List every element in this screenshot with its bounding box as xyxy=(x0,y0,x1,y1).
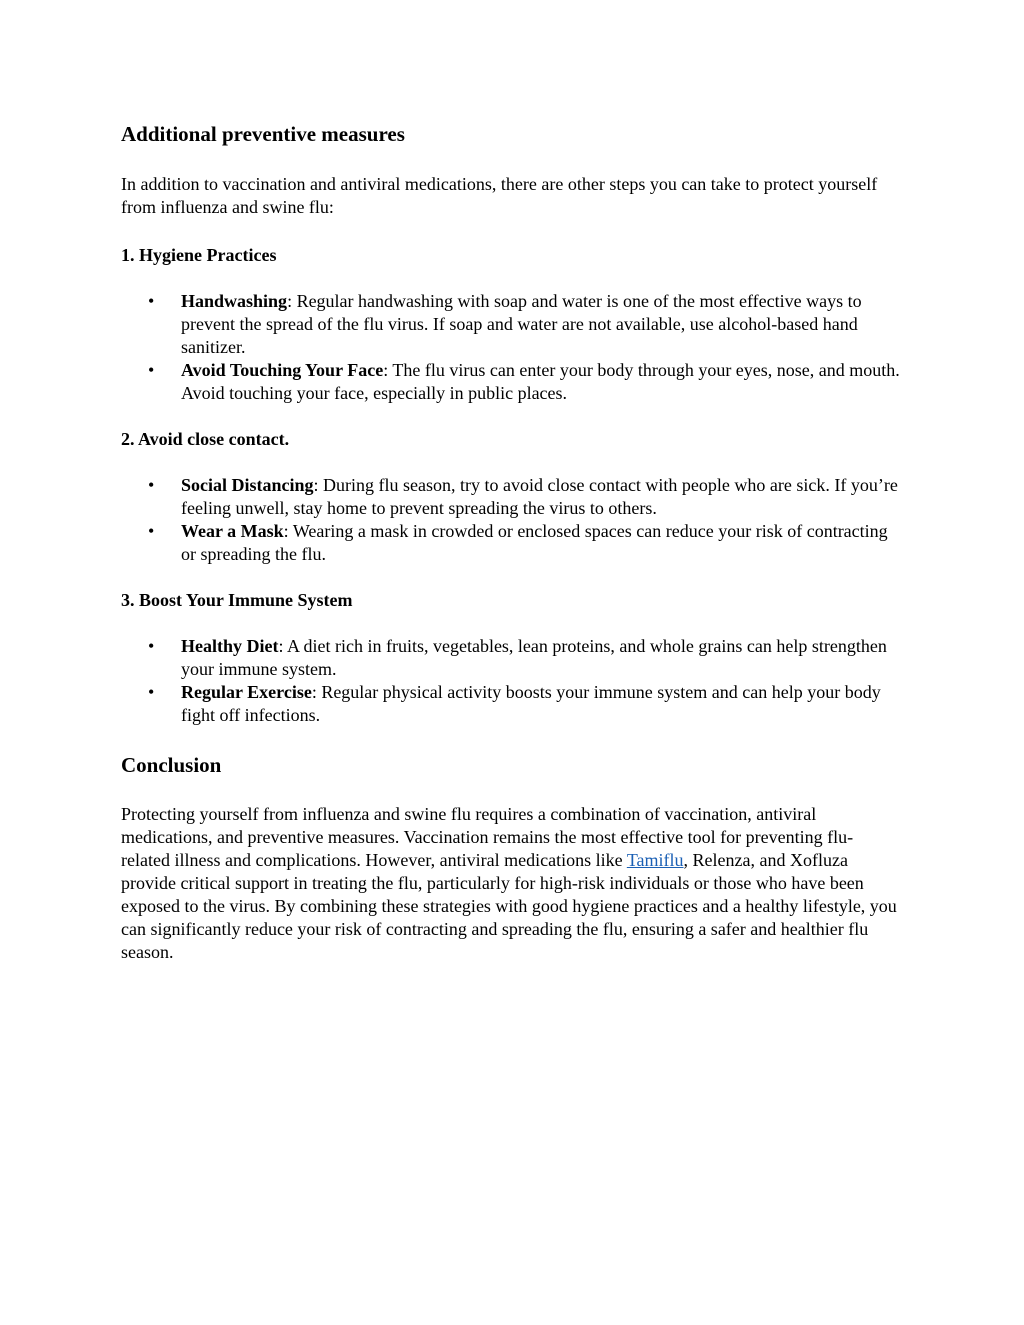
bullet-icon: • xyxy=(148,682,155,702)
list-item xyxy=(121,290,901,359)
item-text: : Wearing a mask in crowded or enclosed spaces can reduce your risk of contracting or spreading the flu. xyxy=(181,521,888,564)
item-term: Social Distancing xyxy=(181,475,314,495)
tamiflu-link[interactable]: Tamiflu xyxy=(626,850,684,870)
immune-list xyxy=(121,635,901,727)
document-page xyxy=(121,121,901,964)
item-term: Handwashing xyxy=(181,291,288,311)
item-text: : The flu virus can enter your body through your eyes, nose, and mouth. Avoid touching your face, especially in public places. xyxy=(181,360,900,403)
item-text: : Regular physical activity boosts your immune system and can help your body fight off infections. xyxy=(181,682,881,725)
list-item xyxy=(121,474,901,520)
bullet-icon: • xyxy=(148,360,155,380)
list-item xyxy=(121,520,901,566)
group-heading-immune: 3. Boost Your Immune System xyxy=(121,590,353,610)
bullet-icon: • xyxy=(148,521,155,541)
conclusion-title: Conclusion xyxy=(121,753,222,777)
list-item xyxy=(121,359,901,405)
conclusion-text-after-link: , Relenza, and Xofluza provide critical support in treating the flu, particularly for high-risk individuals or those who have been exposed to the virus. By combining these strategies with good hygiene practices and a healthy lifestyle, you can significantly reduce your risk of contracting and spreading the flu, ensuring a safer and healthier flu season. xyxy=(121,850,897,962)
item-term: Healthy Diet xyxy=(181,636,279,656)
conclusion-paragraph xyxy=(121,803,901,964)
group-heading-contact: 2. Avoid close contact. xyxy=(121,429,290,449)
conclusion-text-before-link: Protecting yourself from influenza and swine flu requires a combination of vaccination, antiviral medications, and preventive measures. Vaccination remains the most effective tool for preventing flu-related illness and complications. However, antiviral medications like xyxy=(121,804,854,870)
item-term: Avoid Touching Your Face xyxy=(181,360,384,380)
list-item xyxy=(121,635,901,681)
bullet-icon: • xyxy=(148,636,155,656)
item-term: Regular Exercise xyxy=(181,682,312,702)
item-text: : A diet rich in fruits, vegetables, lean proteins, and whole grains can help strengthen your immune system. xyxy=(181,636,887,679)
bullet-icon: • xyxy=(148,475,155,495)
intro-paragraph: In addition to vaccination and antiviral medications, there are other steps you can take to protect yourself from influenza and swine flu: xyxy=(121,174,878,217)
hygiene-list xyxy=(121,290,901,405)
section-title: Additional preventive measures xyxy=(121,122,405,146)
list-item xyxy=(121,681,901,727)
item-term: Wear a Mask xyxy=(181,521,284,541)
bullet-icon: • xyxy=(148,291,155,311)
contact-list xyxy=(121,474,901,566)
item-text: : Regular handwashing with soap and water is one of the most effective ways to prevent the spread of the flu virus. If soap and water are not available, use alcohol-based hand sanitizer. xyxy=(181,291,862,357)
group-heading-hygiene: 1. Hygiene Practices xyxy=(121,245,277,265)
item-text: : During flu season, try to avoid close contact with people who are sick. If you’re feeling unwell, stay home to prevent spreading the virus to others. xyxy=(181,475,898,518)
